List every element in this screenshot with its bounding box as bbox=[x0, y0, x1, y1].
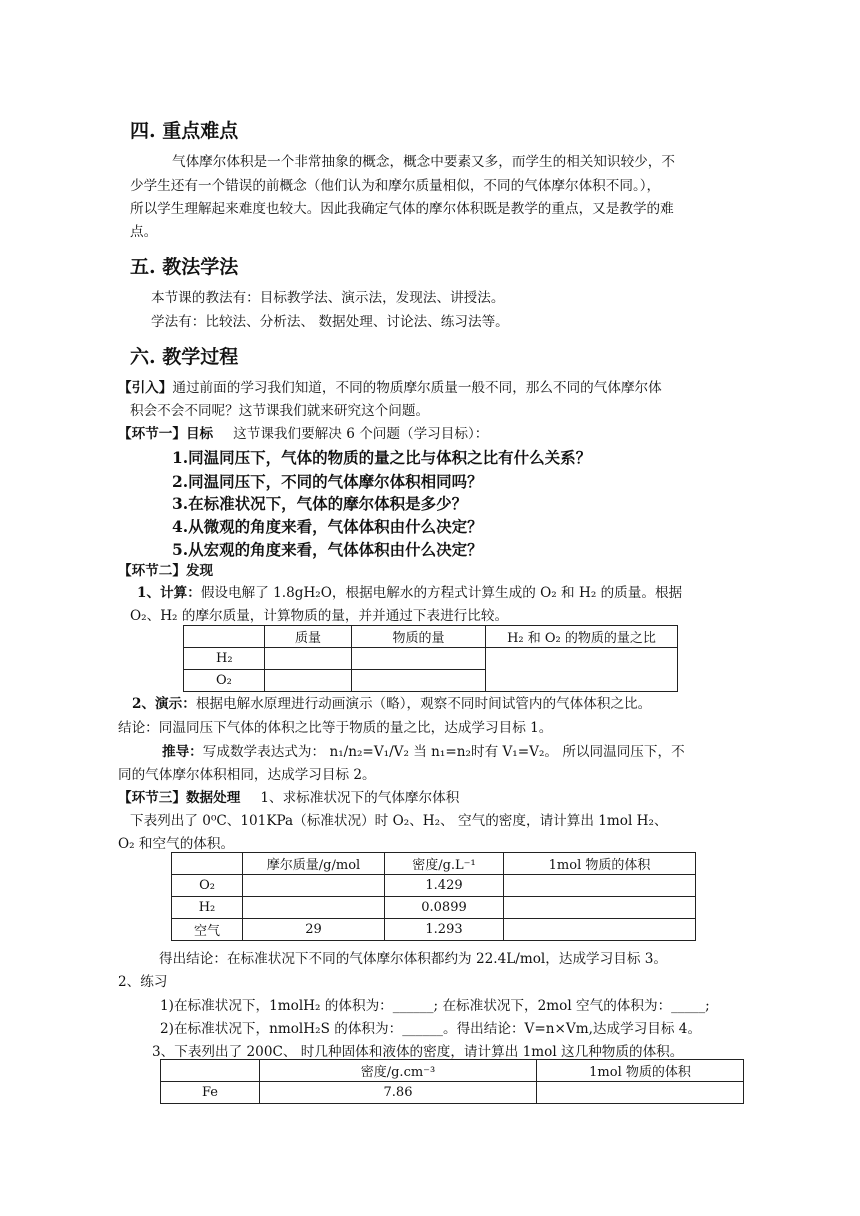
table-header: 物质的量 bbox=[352, 626, 486, 648]
table-header: 密度/g.cm⁻³ bbox=[260, 1060, 537, 1082]
infer-tag: 推导： bbox=[162, 744, 203, 760]
intro-tag: 【引入】 bbox=[118, 380, 173, 396]
table-cell bbox=[486, 648, 678, 692]
step3-line bbox=[118, 788, 459, 808]
density-solid-table bbox=[160, 1059, 744, 1104]
table-cell: H₂ bbox=[172, 897, 243, 919]
intro-text: 通过前面的学习我们知道，不同的物质摩尔质量一般不同，那么不同的气体摩尔体 bbox=[172, 380, 662, 396]
section-5-title: 五. 教法学法 bbox=[130, 256, 239, 278]
table-cell bbox=[537, 1082, 744, 1104]
table-header: H₂ 和 O₂ 的物质的量之比 bbox=[486, 626, 678, 648]
step1-line bbox=[118, 424, 488, 444]
conclusion-1: 结论：同温同压下气体的体积之比等于物质的量之比，达成学习目标 1。 bbox=[118, 720, 553, 736]
table-cell bbox=[184, 626, 265, 648]
step3-tag: 【环节三】数据处理 bbox=[118, 790, 241, 806]
intro-line-1 bbox=[118, 378, 662, 398]
table-row bbox=[172, 919, 696, 941]
calc-line-2: O₂、H₂ 的摩尔质量，计算物质的量，并并通过下表进行比较。 bbox=[130, 608, 509, 624]
table-row bbox=[184, 648, 678, 670]
practice-1: 1)在标准状况下，1molH₂ 的体积为：______; 在标准状况下，2mol 空气的体积为：_____; bbox=[160, 998, 710, 1014]
goal-2: 2.同温同压下，不同的气体摩尔体积相同吗？ bbox=[172, 472, 483, 491]
table-row bbox=[172, 875, 696, 897]
infer-text: 写成数学表达式为： n₁/n₂=V₁/V₂ 当 n₁=n₂时有 V₁=V₂。 所以同温同压下，不 bbox=[202, 744, 685, 760]
table-cell: 7.86 bbox=[260, 1082, 537, 1104]
s5-line-1: 本节课的教法有：目标教学法、演示法，发现法、讲授法。 bbox=[151, 290, 505, 306]
table-cell: O₂ bbox=[172, 875, 243, 897]
infer-line-2: 同的气体摩尔体积相同，达成学习目标 2。 bbox=[118, 767, 376, 783]
table-cell bbox=[265, 670, 352, 692]
goal-5: 5.从宏观的角度来看，气体体积由什么决定？ bbox=[172, 540, 483, 559]
table-row bbox=[172, 897, 696, 919]
practice-2: 2)在标准状况下，nmolH₂S 的体积为：______。得出结论：V=n×Vm,达成学习目标 4。 bbox=[160, 1021, 702, 1037]
table-header: 1mol 物质的体积 bbox=[504, 853, 696, 875]
demo-line bbox=[132, 694, 651, 714]
table-row bbox=[161, 1082, 744, 1104]
practice-title: 2、练习 bbox=[118, 974, 168, 990]
table-cell: 1.429 bbox=[385, 875, 504, 897]
table-cell bbox=[504, 897, 696, 919]
goal-3: 3.在标准状况下，气体的摩尔体积是多少？ bbox=[172, 494, 468, 513]
table-row bbox=[172, 853, 696, 875]
calc-line-1 bbox=[137, 583, 682, 603]
t2-conclusion: 得出结论：在标准状况下不同的气体摩尔体积都约为 22.4L/mol，达成学习目标 3。 bbox=[159, 951, 667, 967]
demo-tag: 2、演示： bbox=[132, 696, 196, 712]
s5-line-2: 学法有：比较法、分析法、 数据处理、讨论法、练习法等。 bbox=[151, 314, 509, 330]
table-cell: O₂ bbox=[184, 670, 265, 692]
s4-line-2: 少学生还有一个错误的前概念（他们认为和摩尔质量相似，不同的气体摩尔体积不同。）， bbox=[130, 178, 661, 194]
section-6-title: 六. 教学过程 bbox=[130, 346, 239, 368]
table-header: 1mol 物质的体积 bbox=[537, 1060, 744, 1082]
table-cell bbox=[352, 670, 486, 692]
table-cell: Fe bbox=[161, 1082, 260, 1104]
table-cell bbox=[243, 897, 385, 919]
table-cell bbox=[504, 919, 696, 941]
table-header: 密度/g.L⁻¹ bbox=[385, 853, 504, 875]
table-cell bbox=[352, 648, 486, 670]
t3-intro: 3、下表列出了 200C、 时几种固体和液体的密度，请计算出 1mol 这几种物质的体积。 bbox=[152, 1044, 684, 1060]
step3-text: 1、求标准状况下的气体摩尔体积 bbox=[260, 790, 460, 806]
t2-intro-line-2: O₂ 和空气的体积。 bbox=[118, 836, 235, 852]
table-cell: 29 bbox=[243, 919, 385, 941]
infer-line-1 bbox=[162, 742, 685, 762]
table-header: 质量 bbox=[265, 626, 352, 648]
table-cell bbox=[504, 875, 696, 897]
table-cell: 空气 bbox=[172, 919, 243, 941]
demo-text: 根据电解水原理进行动画演示（略），观察不同时间试管内的气体体积之比。 bbox=[195, 696, 652, 712]
calc-text: 假设电解了 1.8gH₂O，根据电解水的方程式计算生成的 O₂ 和 H₂ 的质量。根据 bbox=[200, 585, 683, 601]
s4-line-1: 气体摩尔体积是一个非常抽象的概念，概念中要素又多，而学生的相关知识较少，不 bbox=[172, 154, 675, 170]
t2-intro-line-1: 下表列出了 0⁰C、101KPa（标准状况）时 O₂、H₂、 空气的密度，请计算出 1mol H₂、 bbox=[130, 813, 668, 829]
table-cell bbox=[265, 648, 352, 670]
step2-tag: 【环节二】发现 bbox=[118, 563, 214, 579]
section-4-title: 四. 重点难点 bbox=[130, 120, 239, 142]
table-cell: H₂ bbox=[184, 648, 265, 670]
table-cell bbox=[243, 875, 385, 897]
table-cell: 0.0899 bbox=[385, 897, 504, 919]
step1-tag: 【环节一】目标 bbox=[118, 426, 214, 442]
density-gas-table bbox=[171, 852, 696, 941]
table-row bbox=[184, 626, 678, 648]
s4-line-4: 点。 bbox=[130, 224, 158, 240]
calc-tag: 1、计算： bbox=[137, 585, 201, 601]
table-cell bbox=[172, 853, 243, 875]
table-cell bbox=[161, 1060, 260, 1082]
goal-1: 1.同温同压下，气体的物质的量之比与体积之比有什么关系？ bbox=[172, 448, 592, 467]
s4-line-3: 所以学生理解起来难度也较大。因此我确定气体的摩尔体积既是教学的重点，又是教学的难 bbox=[130, 201, 674, 217]
step1-text: 这节课我们要解决 6 个问题（学习目标）： bbox=[233, 426, 489, 442]
table-row bbox=[161, 1060, 744, 1082]
table-header: 摩尔质量/g/mol bbox=[243, 853, 385, 875]
intro-line-2: 积会不会不同呢？这节课我们就来研究这个问题。 bbox=[130, 403, 430, 419]
table-cell: 1.293 bbox=[385, 919, 504, 941]
ratio-table bbox=[183, 625, 678, 692]
goal-4: 4.从微观的角度来看，气体体积由什么决定？ bbox=[172, 517, 483, 536]
